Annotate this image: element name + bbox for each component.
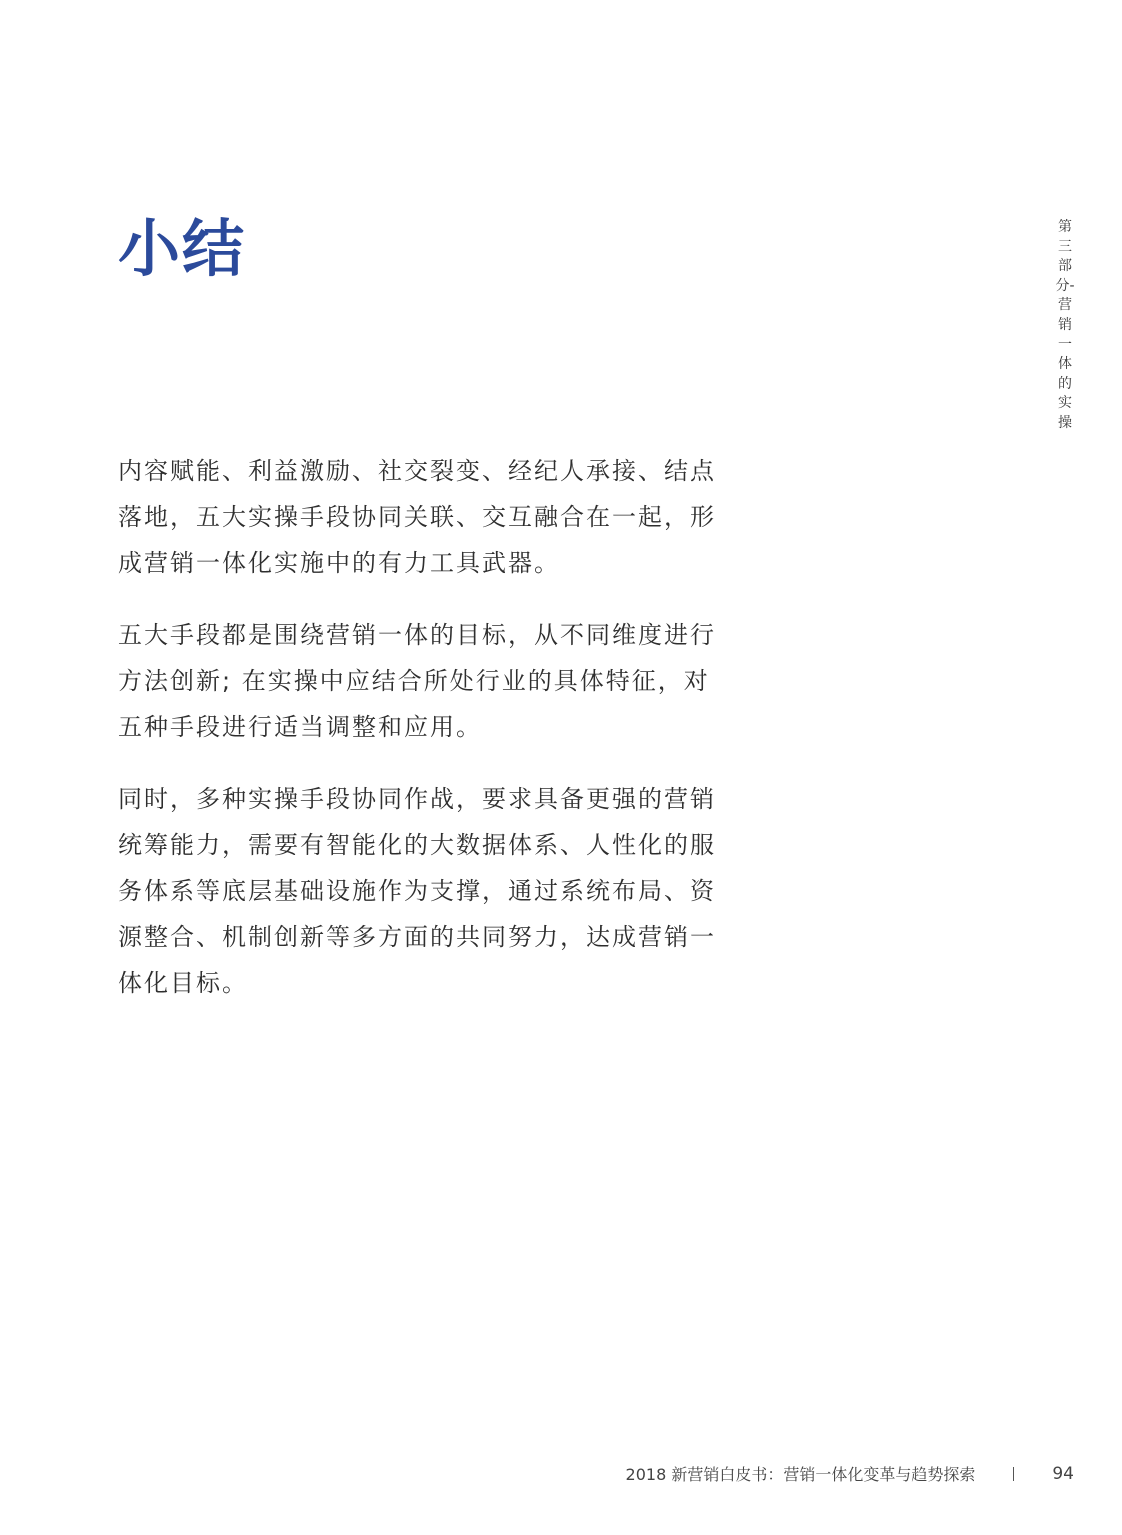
paragraph-1: 内容赋能、利益激励、社交裂变、经纪人承接、结点落地，五大实操手段协同关联、交互融合在一起，形成营销一体化实施中的有力工具武器。: [118, 457, 716, 577]
footer-divider: [1013, 1467, 1014, 1481]
paragraph-3: 同时，多种实操手段协同作战，要求具备更强的营销统筹能力，需要有智能化的大数据体系、人性化的服务体系等底层基础设施作为支撑，通过系统布局、资源整合、机制创新等多方面的共同努力，达成营销一体化目标。: [118, 785, 716, 997]
page-number: 94: [1052, 1463, 1074, 1484]
section-side-tab: 第三部分-营销一体的实操: [1055, 219, 1075, 431]
footer-doc-title: 2018 新营销白皮书：营销一体化变革与趋势探索: [625, 1465, 976, 1484]
page-title: 小结: [118, 212, 247, 285]
paragraph-2: 五大手段都是围绕营销一体的目标，从不同维度进行方法创新; 在实操中应结合所处行业的具体特征，对五种手段进行适当调整和应用。: [118, 621, 716, 741]
body-text: [118, 448, 718, 1032]
page-footer: [626, 1462, 1074, 1485]
